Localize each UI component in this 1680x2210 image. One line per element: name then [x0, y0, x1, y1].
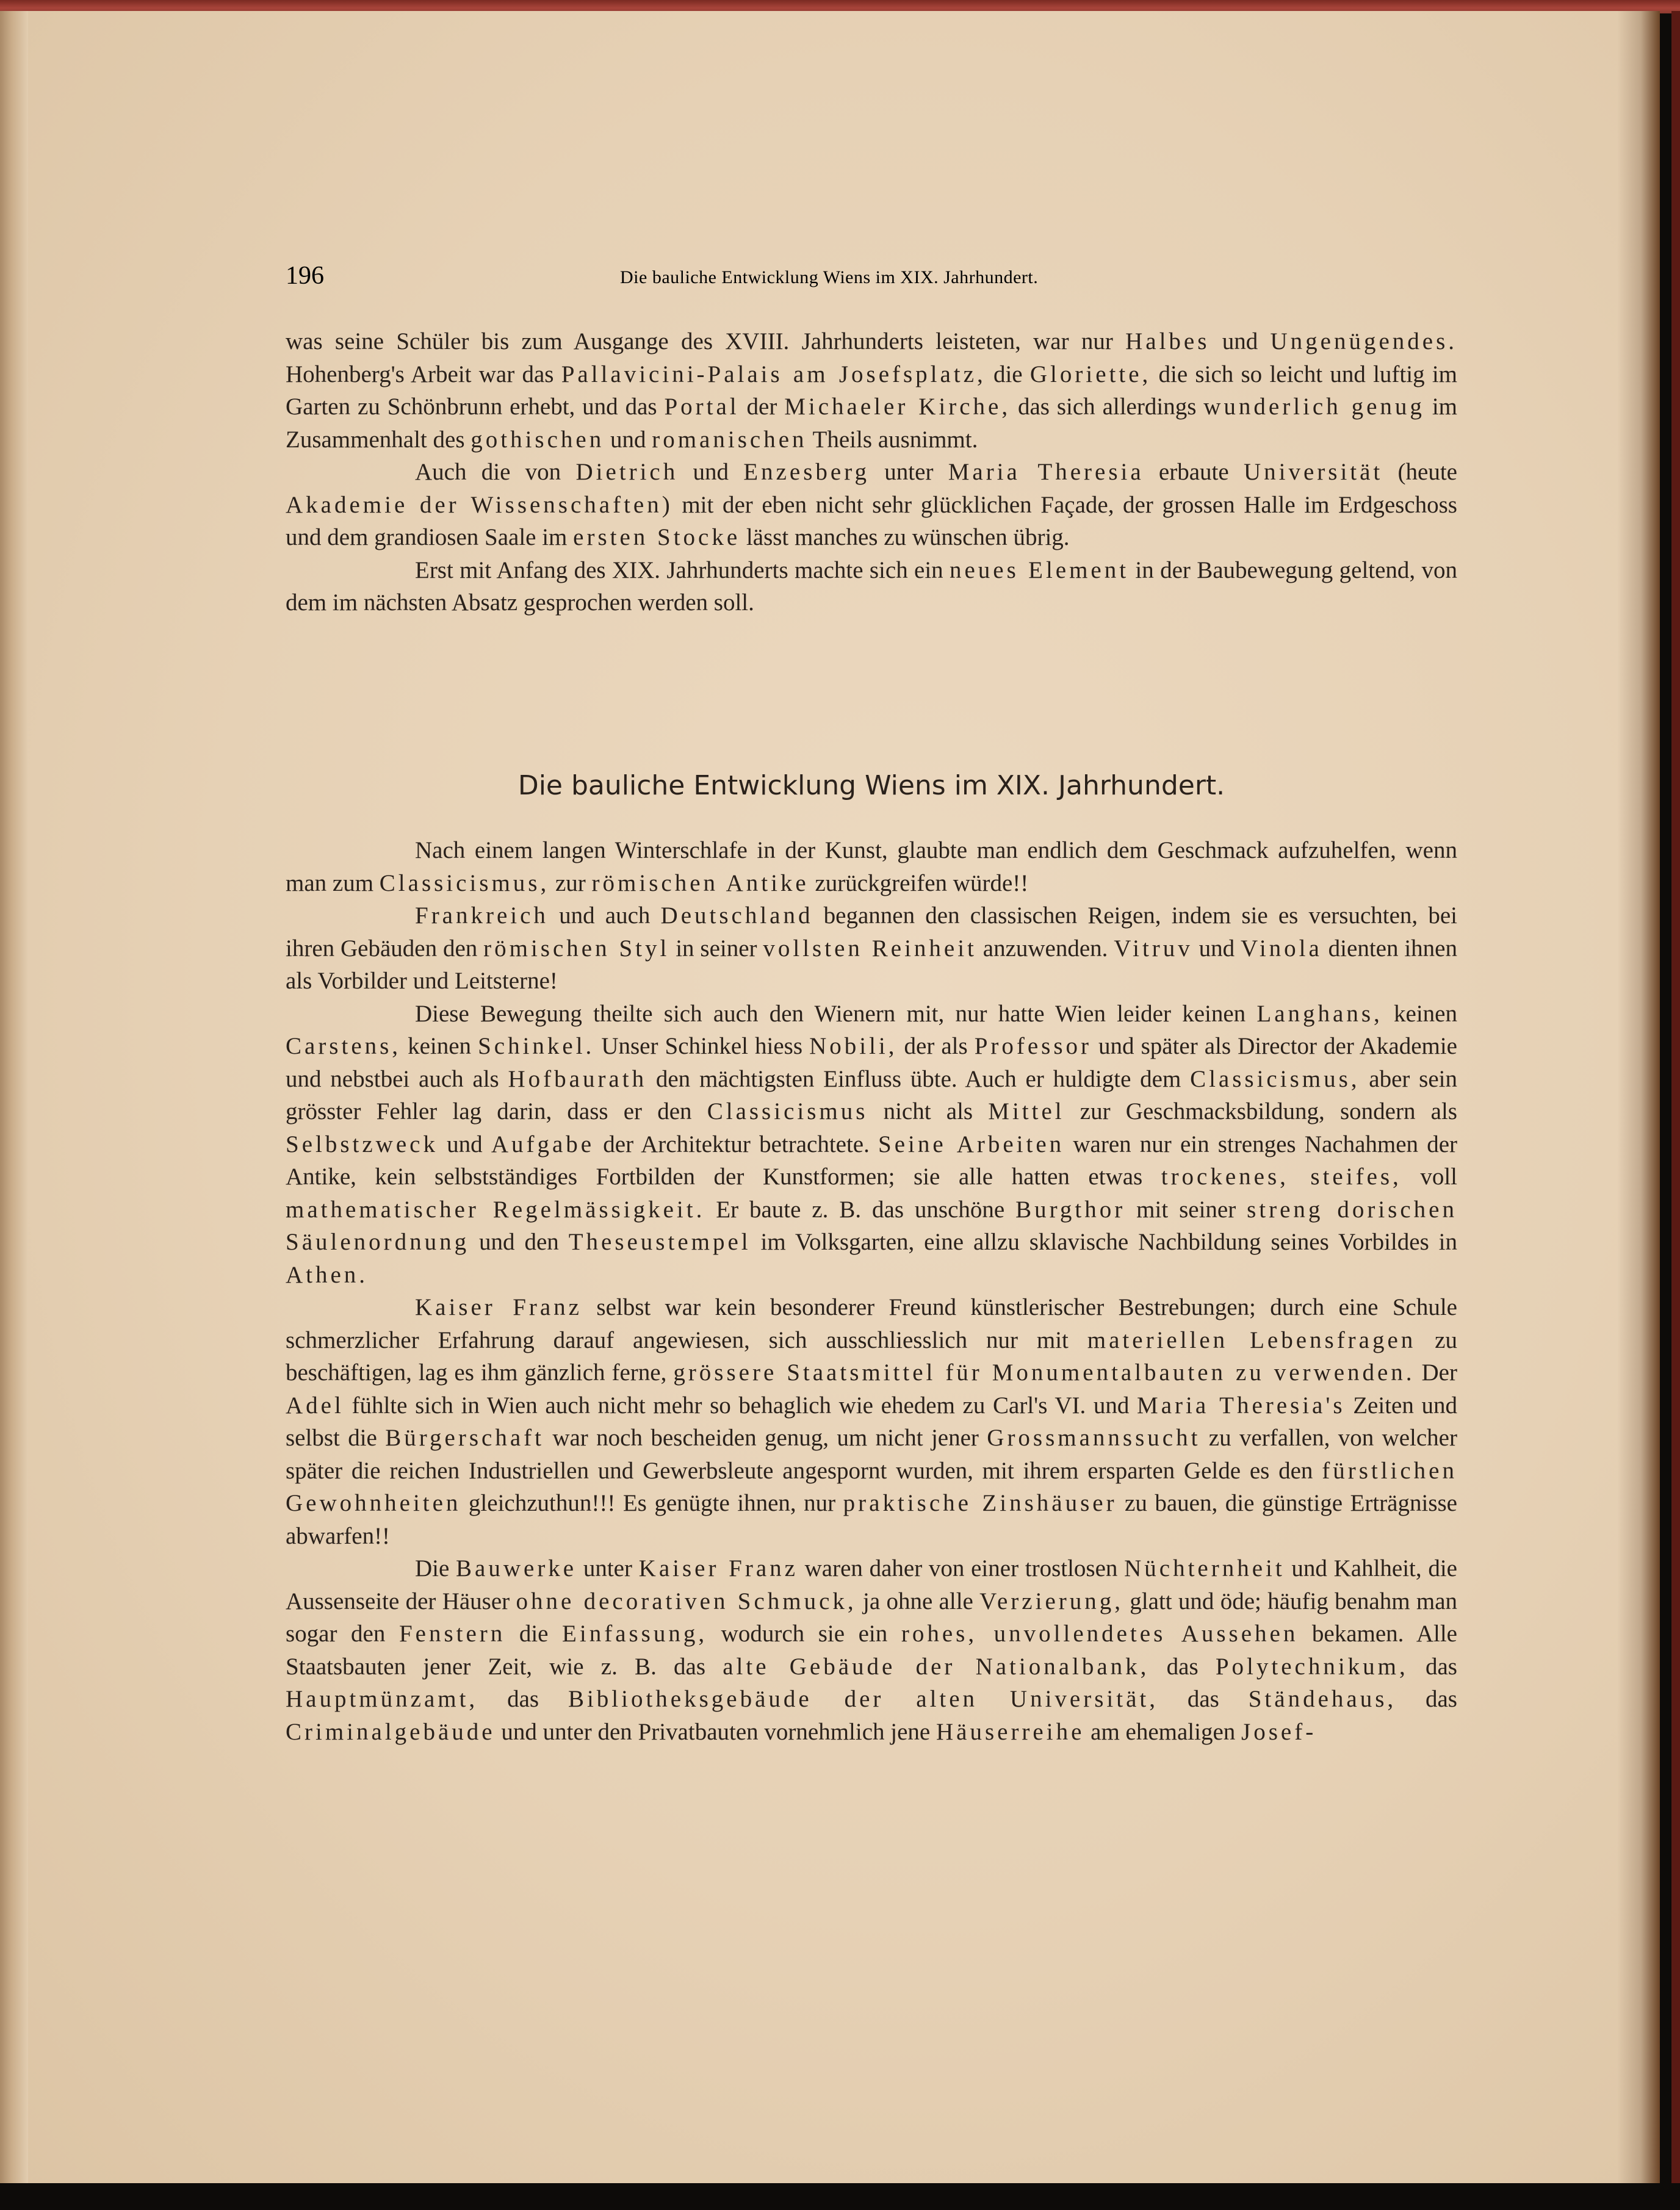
paragraph: was seine Schüler bis zum Ausgange des XVIII. Jahrhunderts leisteten, war nur Halbes und Ungenügendes. Hohenberg's Arbeit war das Pallavicini-Palais am Josefsplatz, die Gloriette, die sich so leicht und luftig im Garten zu Schönbrunn erhebt, und das Portal der Michaeler Kirche, das sich allerdings wunderlich genug im Zusammenhalt des gothischen und romanischen Theils ausnimmt. [286, 328, 1458, 453]
running-header [286, 256, 1457, 293]
page-gutter [0, 11, 28, 2183]
paragraph: Diese Bewegung theilte sich auch den Wienern mit, nur hatte Wien leider keinen Langhans, keinen Carstens, keinen Schinkel. Unser Schinkel hiess Nobili, der als Professor und später als Director der Akademie und nebstbei auch als Hofbaurath den mächtigsten Einfluss übte. Auch er huldigte dem Classicismus, aber sein grösster Fehler lag darin, dass er den Classicismus nicht als Mittel zur Geschmacksbildung, sondern als Selbstzweck und Aufgabe der Architektur betrachtete. Seine Arbeiten waren nur ein strenges Nachahmen der Antike, kein selbstständiges Fortbilden der Kunstformen; sie alle hatten etwas trockenes, steifes, voll mathematischer Regelmässigkeit. Er baute z. B. das unschöne Burgthor mit seiner streng dorischen Säulenordnung und den Theseustempel im Volksgarten, eine allzu sklavische Nachbildung seines Vorbildes in Athen. [286, 1000, 1458, 1288]
paragraph: Kaiser Franz selbst war kein besonderer Freund künstlerischer Bestrebungen; durch eine Schule schmerzlicher Erfahrung darauf angewiesen, sich ausschliesslich nur mit materiellen Lebensfragen zu beschäftigen, lag es ihm gänzlich ferne, grössere Staatsmittel für Monumentalbauten zu verwenden. Der Adel fühlte sich in Wien auch nicht mehr so behaglich wie ehedem zu Carl's VI. und Maria Theresia's Zeiten und selbst die Bürgerschaft war noch bescheiden genug, um nicht jener Grossmannssucht zu verfallen, von welcher später die reichen Industriellen und Gewerbsleute angespornt wurden, mit ihrem ersparten Gelde es den fürstlichen Gewohnheiten gleichzuthun!!! Es genügte ihnen, nur praktische Zinshäuser zu bauen, die günstige Erträgnisse abwarfen!! [286, 1294, 1457, 1549]
text-block-before-heading [286, 325, 1457, 619]
paragraph: Die Bauwerke unter Kaiser Franz waren daher von einer trostlosen Nüchternheit und Kahlheit, die Aussenseite der Häuser ohne decorativen Schmuck, ja ohne alle Verzierung, glatt und öde; häufig benahm man sogar den Fenstern die Einfassung, wodurch sie ein rohes, unvollendetes Aussehen bekamen. Alle Staatsbauten jener Zeit, wie z. B. das alte Gebäude der Nationalbank, das Polytechnikum, das Hauptmünzamt, das Bibliotheksgebäude der alten Universität, das Ständehaus, das Criminalgebäude und unter den Privatbauten vornehmlich jene Häuserreihe am ehemaligen Josef- [286, 1555, 1458, 1745]
text-block-after-heading [286, 834, 1457, 1748]
section-heading: Die bauliche Entwicklung Wiens im XIX. Jahrhundert. [517, 770, 1225, 801]
book-cover-edge [1671, 11, 1680, 2183]
paragraph: Nach einem langen Winterschlafe in der Kunst, glaubte man endlich dem Geschmack aufzuhelfen, wenn man zum Classicismus, zur römischen Antike zurückgreifen würde!! [286, 837, 1457, 896]
paragraph: Frankreich und auch Deutschland begannen den classischen Reigen, indem sie es versuchten, bei ihren Gebäuden den römischen Styl in seiner vollsten Reinheit anzuwenden. Vitruv und Vinola dienten ihnen als Vorbilder und Leitsterne! [286, 902, 1457, 994]
running-title: Die bauliche Entwicklung Wiens im XIX. Jahrhundert. [620, 267, 1039, 287]
paragraph: Auch die von Dietrich und Enzesberg unter Maria Theresia erbaute Universität (heute Akademie der Wissenschaften) mit der eben nicht sehr glücklichen Façade, der grossen Halle im Erdgeschoss und dem grandiosen Saale im ersten Stocke lässt manches zu wünschen übrig. [286, 459, 1457, 550]
paragraph: Erst mit Anfang des XIX. Jahrhunderts machte sich ein neues Element in der Baubewegung geltend, von dem im nächsten Absatz gesprochen werden soll. [286, 556, 1457, 616]
page-number: 196 [286, 262, 324, 290]
page-edge-shadow [1617, 11, 1660, 2183]
